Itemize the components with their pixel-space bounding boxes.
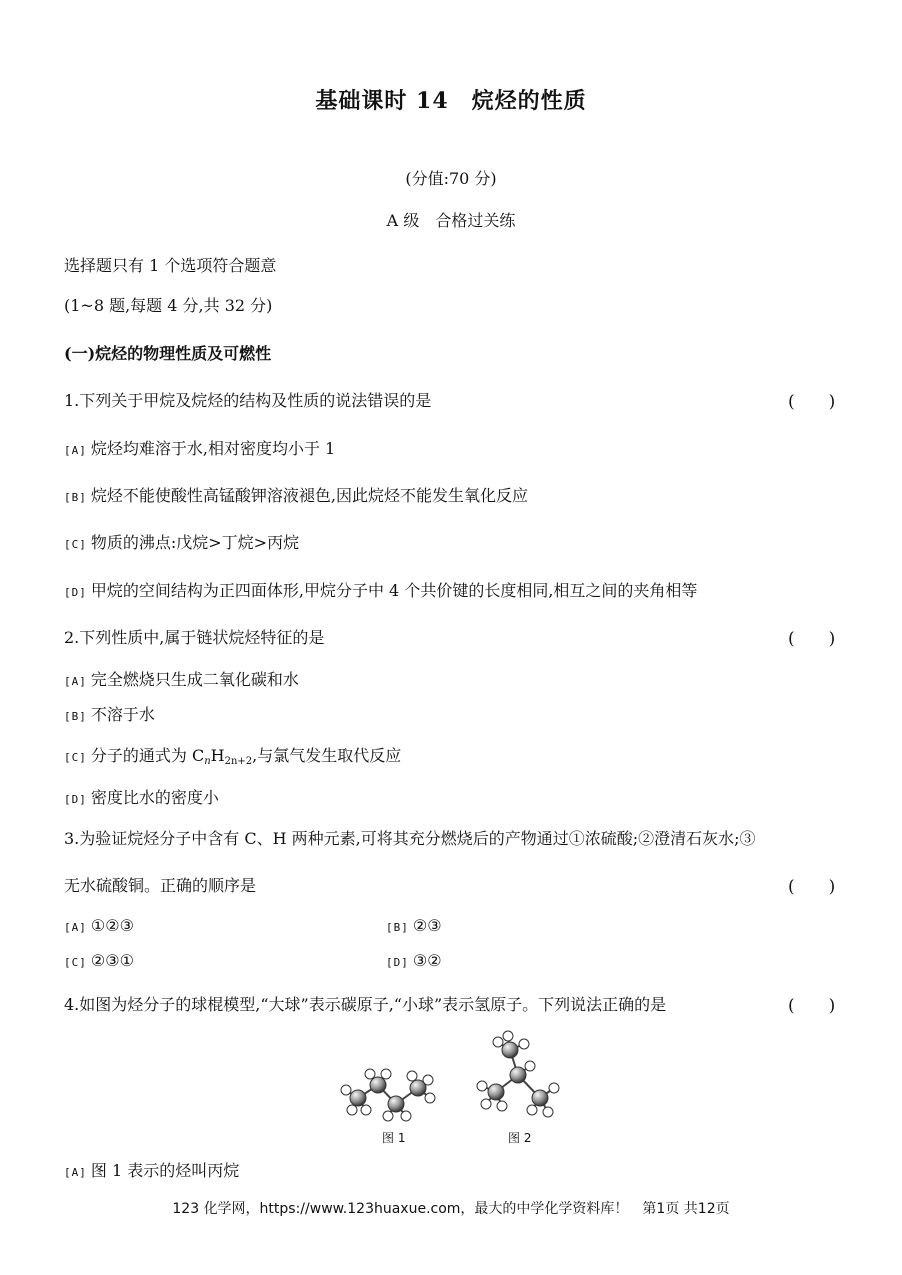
section-heading: (一)烷烃的物理性质及可燃性: [64, 344, 272, 363]
option-text: ②③①: [90, 951, 134, 970]
option-text-pre: 分子的通式为 C: [90, 746, 205, 765]
option-text: 完全燃烧只生成二氧化碳和水: [90, 670, 299, 689]
option-tag: [D]: [386, 956, 409, 969]
page-title: 基础课时 14 烷烃的性质: [315, 88, 587, 114]
option-tag: [B]: [64, 710, 87, 723]
q3-stem-line-2: 无水硫酸铜。正确的顺序是: [64, 876, 257, 895]
option-text-post: ,与氯气发生取代反应: [252, 746, 402, 765]
option-text: 甲烷的空间结构为正四面体形,甲烷分子中 4 个共价键的长度相同,相互之间的夹角相等: [90, 581, 698, 600]
option-tag: [B]: [386, 921, 409, 934]
q2-answer-blank[interactable]: ( ): [788, 629, 836, 649]
q2-option-b[interactable]: [64, 702, 155, 725]
q2-option-d[interactable]: [64, 785, 219, 808]
q3-option-d[interactable]: [386, 951, 442, 970]
figure-2-caption: 图 2: [508, 1131, 532, 1145]
q2-option-a[interactable]: [64, 667, 299, 690]
level-heading: A 级 合格过关练: [386, 211, 516, 230]
formula-subscript-n: n: [204, 756, 211, 767]
option-tag: [A]: [64, 444, 87, 457]
molecule-figure-2-atoms: [477, 1031, 559, 1117]
intro-line-1: 选择题只有 1 个选项符合题意: [64, 256, 277, 275]
option-text: 物质的沸点:戊烷>丁烷>丙烷: [90, 533, 300, 552]
option-tag: [C]: [64, 538, 87, 551]
option-tag: [D]: [64, 586, 87, 599]
option-tag: [C]: [64, 751, 87, 764]
q4-answer-blank[interactable]: ( ): [788, 996, 836, 1016]
option-tag: [B]: [64, 491, 87, 504]
q3-stem-line-1: 3.为验证烷烃分子中含有 C、H 两种元素,可将其充分燃烧后的产物通过①浓硫酸;②澄清石灰水;③: [64, 829, 756, 848]
ball-and-stick-figure: [330, 1028, 570, 1152]
q4-stem: 4.如图为烃分子的球棍模型,“大球”表示碳原子,“小球”表示氢原子。下列说法正确的是: [64, 995, 667, 1014]
q1-option-b[interactable]: [64, 483, 528, 506]
option-text: 烷烃均难溶于水,相对密度均小于 1: [90, 439, 336, 458]
option-tag: [D]: [64, 793, 87, 806]
molecule-models-svg: [330, 1028, 570, 1148]
option-text: ③②: [412, 951, 442, 970]
q1-answer-blank[interactable]: ( ): [788, 392, 836, 412]
option-text: 不溶于水: [90, 705, 155, 724]
page-footer: 123 化学网，https://www.123huaxue.com，最大的中学化学资料库！ 第1页 共12页: [172, 1201, 730, 1217]
option-tag: [A]: [64, 1166, 87, 1179]
q3-option-c[interactable]: [64, 951, 134, 970]
q1-stem: 1.下列关于甲烷及烷烃的结构及性质的说法错误的是: [64, 391, 432, 410]
q3-option-b[interactable]: [386, 916, 442, 935]
q1-option-c[interactable]: [64, 530, 299, 553]
option-text: ②③: [412, 916, 442, 935]
option-tag: [A]: [64, 921, 87, 934]
option-text: 图 1 表示的烃叫丙烷: [90, 1161, 240, 1180]
q2-option-c[interactable]: [64, 743, 401, 767]
q2-stem: 2.下列性质中,属于链状烷烃特征的是: [64, 628, 325, 647]
formula-subscript-2n2: 2n+2: [224, 756, 253, 767]
option-tag: [C]: [64, 956, 87, 969]
option-text: 烷烃不能使酸性高锰酸钾溶液褪色,因此烷烃不能发生氧化反应: [90, 486, 528, 505]
formula-hydrogen: H: [210, 746, 225, 765]
q3-option-a[interactable]: [64, 916, 134, 935]
option-tag: [A]: [64, 675, 87, 688]
figure-1-caption: 图 1: [382, 1131, 406, 1145]
intro-line-2: (1~8 题,每题 4 分,共 32 分): [64, 296, 273, 315]
option-text: 密度比水的密度小: [90, 788, 219, 807]
q1-option-d[interactable]: [64, 578, 697, 601]
score-note: (分值:70 分): [405, 169, 497, 188]
q3-answer-blank[interactable]: ( ): [788, 877, 836, 897]
q4-option-a[interactable]: [64, 1158, 239, 1181]
q1-option-a[interactable]: [64, 436, 335, 459]
option-text: ①②③: [90, 916, 134, 935]
